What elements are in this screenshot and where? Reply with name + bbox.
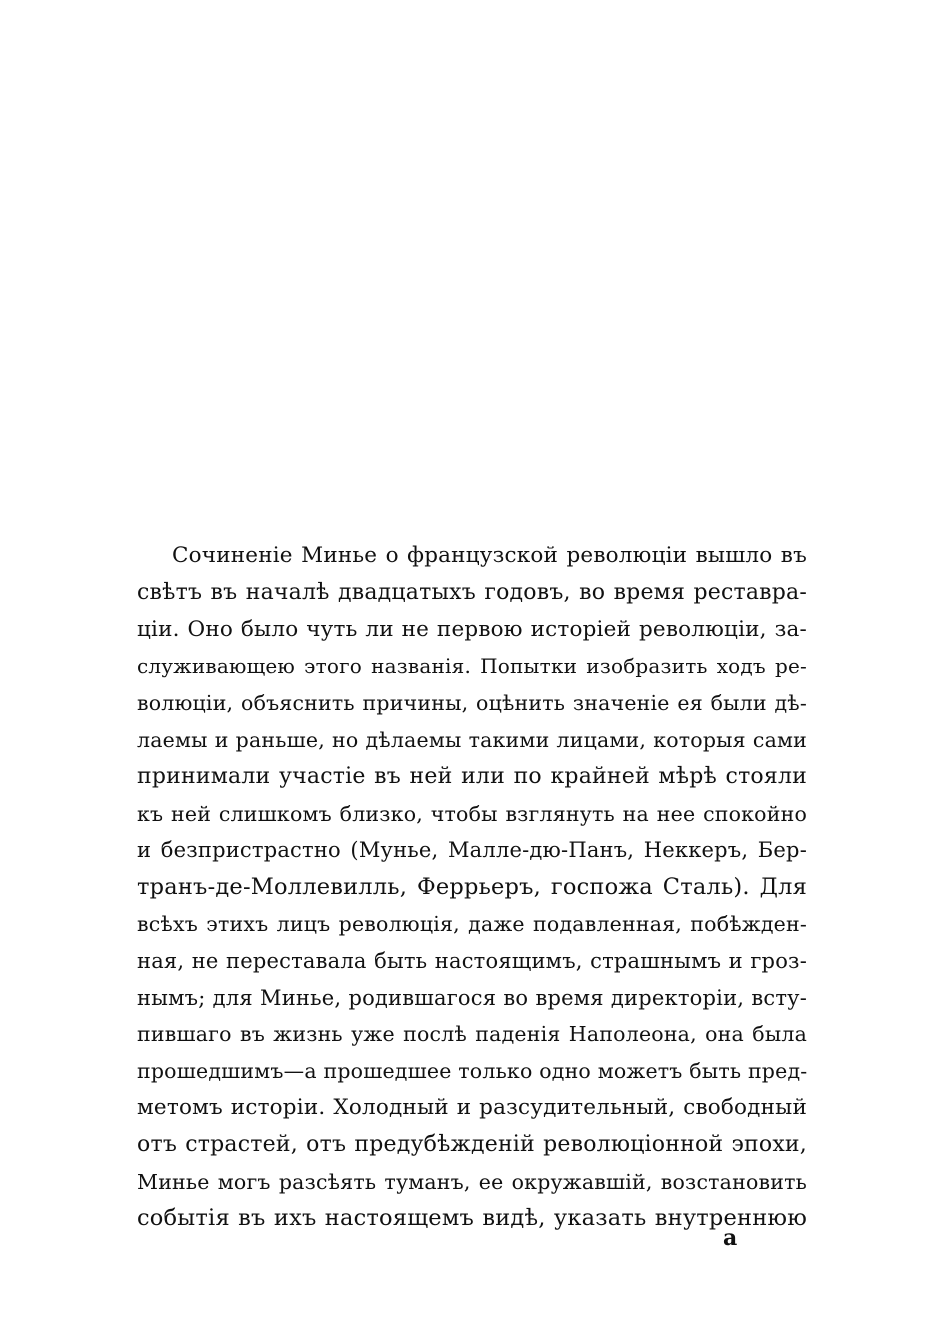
- text-line: событія въ ихъ настоящемъ видѣ, указать внутреннюю: [137, 1205, 807, 1232]
- text-line: принимали участіе въ ней или по крайней мѣрѣ стояли: [137, 763, 807, 789]
- text-line: метомъ исторіи. Холодный и разсудительный, свободный: [137, 1094, 807, 1120]
- text-line: ціи. Оно было чуть ли не первою исторіей революціи, за-: [137, 616, 807, 642]
- text-line: служивающею этого названія. Попытки изобразить ходъ ре-: [137, 654, 807, 679]
- text-line: транъ-де-Моллевилль, Феррьеръ, госпожа Сталь). Для: [137, 874, 807, 901]
- signature-mark: а: [723, 1225, 738, 1251]
- text-line: къ ней слишкомъ близко, чтобы взглянуть на нее спокойно: [137, 801, 807, 826]
- text-line: ная, не переставала быть настоящимъ, страшнымъ и гроз-: [137, 948, 807, 973]
- body-paragraph: [137, 538, 807, 1237]
- text-line: пившаго въ жизнь уже послѣ паденія Наполеона, она была: [137, 1022, 807, 1047]
- text-line: Сочиненіе Минье о французской революціи вышло въ: [172, 543, 807, 568]
- text-line: волюціи, объяснить причины, оцѣнить значеніе ея были дѣ-: [137, 691, 807, 716]
- text-line: свѣтъ въ началѣ двадцатыхъ годовъ, во время реставра-: [137, 579, 807, 605]
- text-line: прошедшимъ—а прошедшее только одно можетъ быть пред-: [137, 1059, 808, 1084]
- text-line: отъ страстей, отъ предубѣжденій революціонной эпохи,: [137, 1131, 807, 1157]
- text-line: лаемы и раньше, но дѣлаемы такими лицами, которыя сами: [137, 727, 807, 752]
- text-line: Минье могъ разсѣять туманъ, ее окружавшій, возстановить: [137, 1169, 807, 1194]
- text-line: нымъ; для Минье, родившагося во время директоріи, всту-: [137, 985, 807, 1010]
- text-line: всѣхъ этихъ лицъ революція, даже подавленная, побѣжден-: [137, 911, 807, 936]
- text-line: и безпристрастно (Мунье, Малле-дю-Панъ, Неккеръ, Бер-: [137, 838, 807, 863]
